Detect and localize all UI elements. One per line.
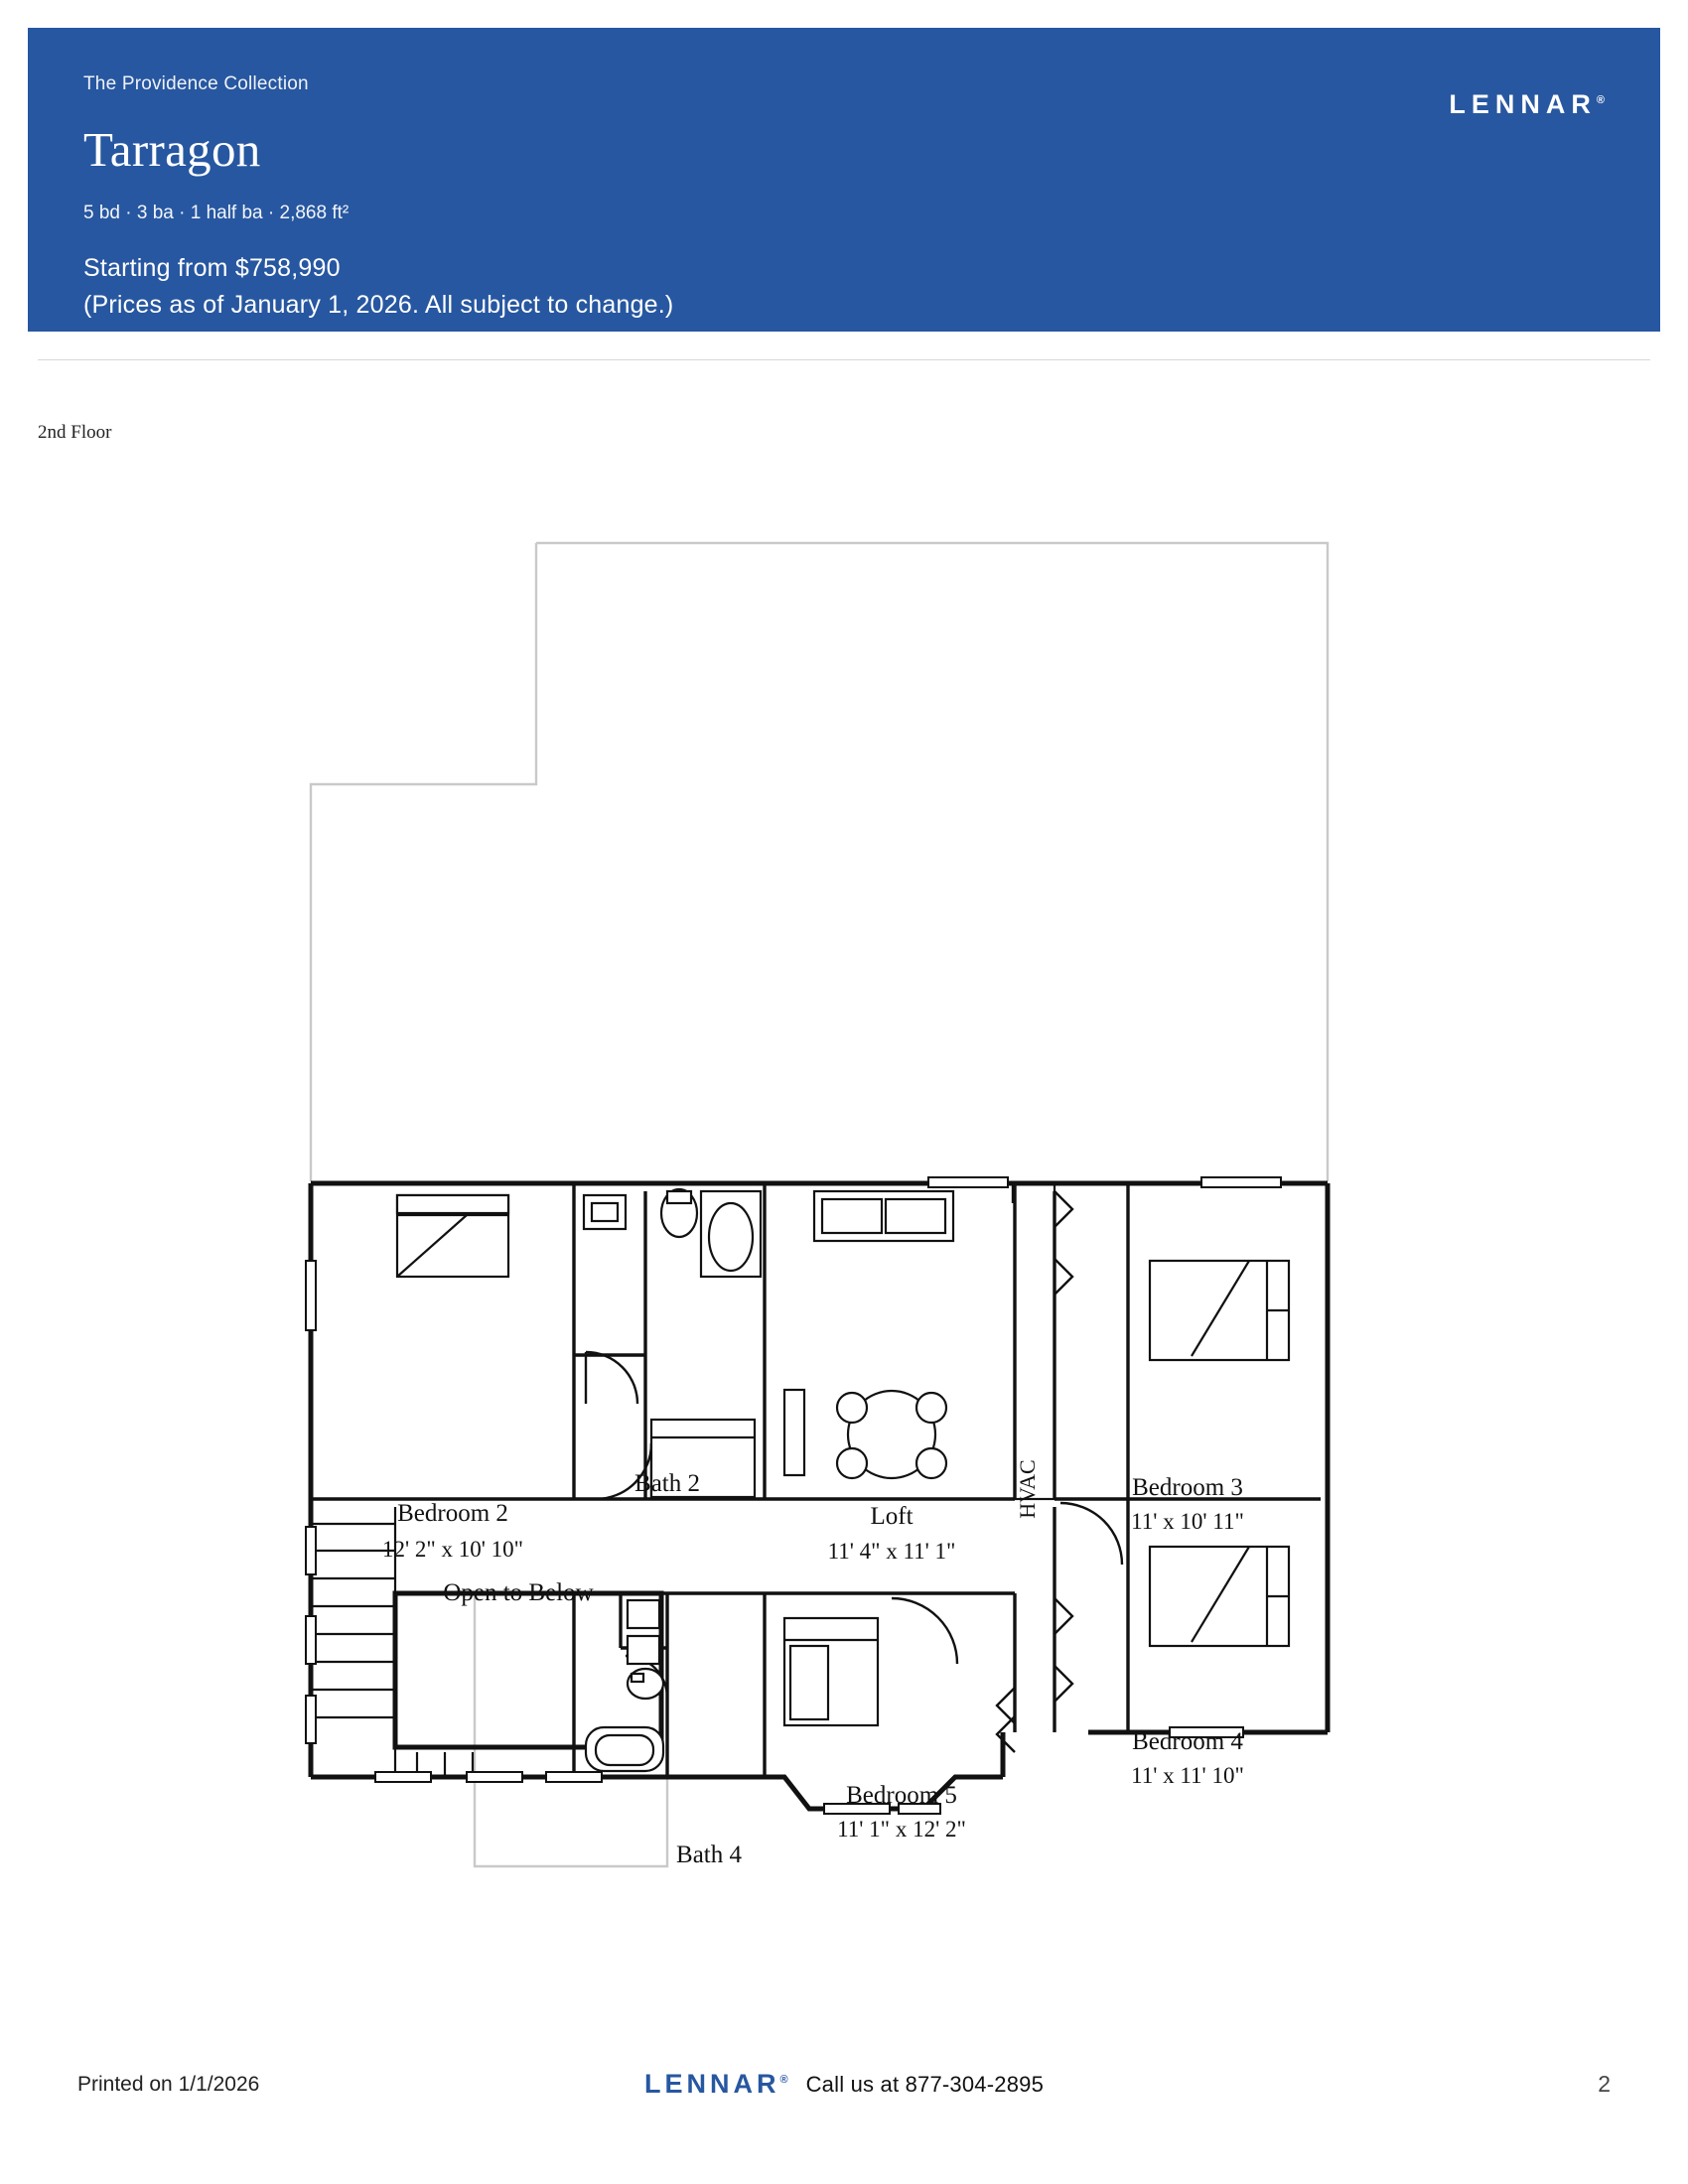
room-label-bedroom-2: Bedroom 2: [397, 1500, 508, 1527]
lennar-footer-logo: [644, 2069, 788, 2100]
lennar-logo: [1449, 89, 1605, 120]
plan-specs: 5 bd · 3 ba · 1 half ba · 2,868 ft²: [83, 202, 350, 223]
lennar-footer-wordmark: LENNAR: [643, 2069, 780, 2099]
room-label-open-to-below: Open to Below: [443, 1579, 594, 1606]
page-title: Tarragon: [83, 122, 261, 177]
contact-phone: Call us at 877-304-2895: [805, 2071, 1045, 2097]
room-label-bedroom-4: Bedroom 4: [1132, 1728, 1243, 1755]
page-number: 2: [1598, 2071, 1611, 2097]
document-footer: [0, 2025, 1688, 2184]
room-dims-bedroom-3: 11' x 10' 11": [1131, 1509, 1244, 1534]
room-label-hvac: HVAC: [1015, 1459, 1040, 1519]
registered-trademark-icon-footer: ®: [779, 2074, 788, 2086]
price-disclaimer: (Prices as of January 1, 2026. All subject to change.): [83, 290, 674, 319]
lennar-wordmark: LENNAR: [1449, 89, 1597, 119]
floorplan-container: [0, 496, 1688, 1916]
registered-trademark-icon: ®: [1596, 94, 1605, 106]
room-dims-bedroom-2: 12' 2" x 10' 10": [381, 1537, 524, 1562]
header-divider: [38, 359, 1650, 360]
starting-price: Starting from $758,990: [83, 253, 341, 282]
room-dims-bedroom-4: 11' x 11' 10": [1131, 1763, 1244, 1788]
floorplan-drawing: [0, 496, 1688, 1916]
document-header: [28, 28, 1660, 332]
room-label-bedroom-5: Bedroom 5: [846, 1782, 957, 1809]
floor-label: 2nd Floor: [38, 422, 112, 443]
collection-name: The Providence Collection: [83, 73, 309, 94]
room-label-loft: Loft: [870, 1503, 914, 1530]
room-label-bedroom-3: Bedroom 3: [1132, 1474, 1243, 1501]
room-dims-loft: 11' 4" x 11' 1": [827, 1539, 956, 1564]
room-label-bath-4: Bath 4: [676, 1842, 742, 1868]
room-label-bath-2: Bath 2: [634, 1470, 700, 1497]
printed-on-text: Printed on 1/1/2026: [77, 2073, 260, 2096]
room-dims-bedroom-5: 11' 1" x 12' 2": [837, 1817, 966, 1842]
footer-brand-block: [0, 2069, 1688, 2100]
